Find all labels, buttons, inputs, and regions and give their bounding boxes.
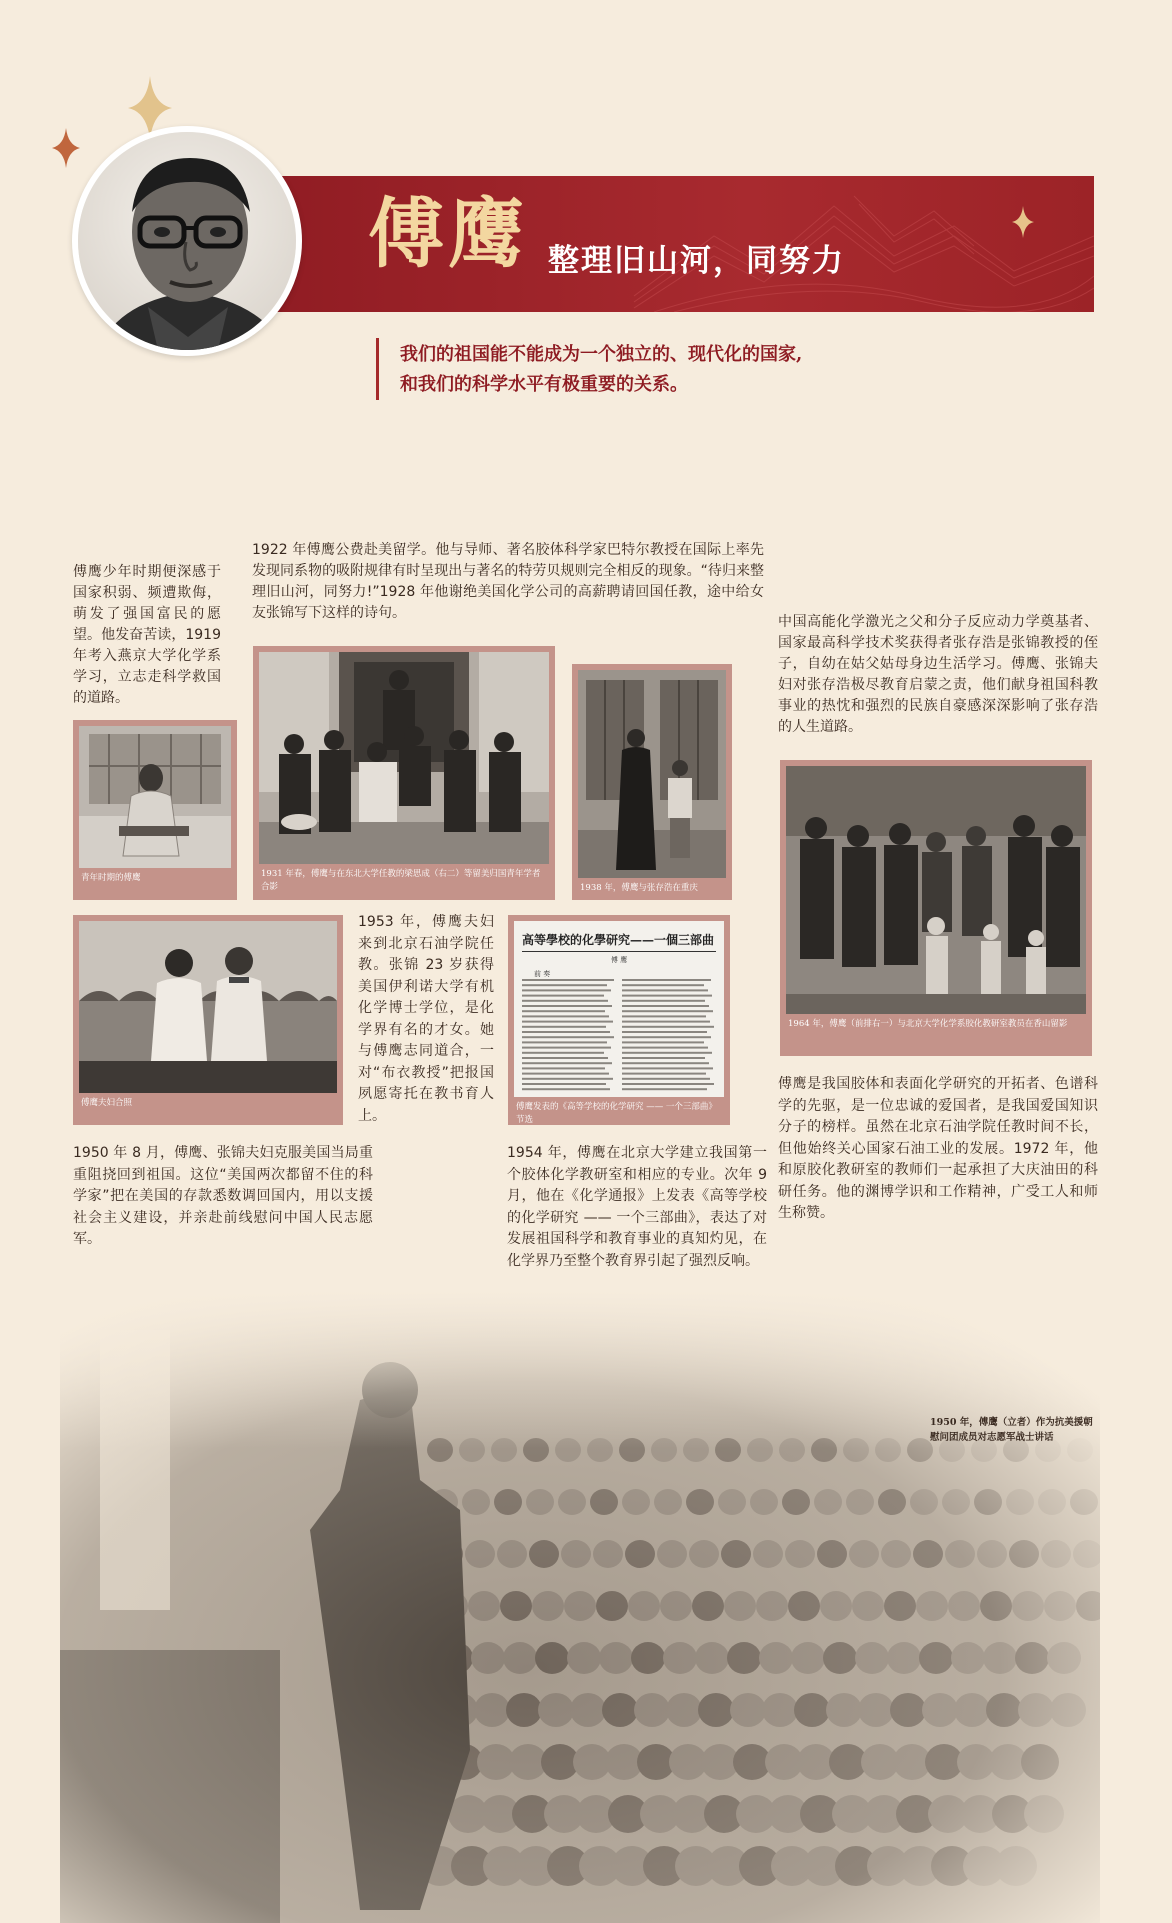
youth-photo: [79, 726, 231, 868]
photo-1964: [786, 766, 1086, 1014]
youth-photo-frame: [73, 720, 237, 900]
article-section: 前 奏: [534, 970, 551, 978]
photo-1964-frame: [780, 760, 1092, 1056]
photo-1964-caption: 1964 年，傅鹰（前排右一）与北京大学化学系胶化教研室教员在香山留影: [788, 1019, 1068, 1029]
return-1950-paragraph: 1950 年 8 月，傅鹰、张锦夫妇克服美国当局重重阻挠回到祖国。这位“美国两次都留不住的科学家”把在美国的存款悉数调回国内，用以支援社会主义建设，并亲赴前线慰问中国人民志愿军。: [73, 1145, 373, 1247]
banner-subtitle: 整理旧山河，同努力: [548, 243, 845, 279]
photo-1938-caption: 1938 年，傅鹰与张存浩在重庆: [580, 883, 698, 893]
zhang-cunhao-paragraph: 中国高能化学激光之父和分子反应动力学奠基者、国家最高科学技术奖获得者张存浩是张锦教授的侄子，自幼在姑父姑母身边生活学习。傅鹰、张锦夫妇对张存浩极尽教育启蒙之责，他们献身祖国科教事业的热忱和强烈的民族自豪感深深影响了张存浩的人生道路。: [778, 614, 1098, 735]
youth-paragraph: 傅鹰少年时期便深感于国家积弱、频遭欺侮，萌发了强国富民的愿望。他发奋苦读，1919 年考入燕京大学化学系学习，立志走科学救国的道路。: [73, 564, 221, 706]
group-1931-caption: 1931 年春，傅鹰与在东北大学任教的梁思成（右二）等留美归国青年学者合影: [261, 869, 541, 892]
couple-photo-caption: 傅鹰夫妇合照: [81, 1098, 133, 1108]
portrait-image: [78, 132, 296, 350]
couple-photo: [79, 921, 337, 1093]
portrait-fu-ying: [72, 126, 302, 356]
pioneer-paragraph: 傅鹰是我国胶体和表面化学研究的开拓者、色谱科学的先驱，是一位忠诚的爱国者，是我国爱国知识分子的榜样。虽然在北京石油学院任教时间不长，但他始终关心国家石油工业的发展。1972 年，他和原胶化教研室的教师们一起承担了大庆油田的科研任务。他的渊博学识和工作精神，广受工人和师生称赞。: [778, 1076, 1098, 1221]
photo-1938-frame: [572, 664, 732, 900]
group-1931-photo: [259, 652, 549, 864]
couple-photo-frame: [73, 915, 343, 1125]
quote-block: [400, 340, 960, 400]
return-1953-paragraph: 1953 年，傅鹰夫妇来到北京石油学院任教。张锦 23 岁获得美国伊利诺大学有机化学博士学位，是化学界有名的才女。她与傅鹰志同道合，一对“布衣教授”把报国夙愿寄托在教书育人上。: [358, 914, 494, 1124]
person-name: 傅鹰: [368, 189, 528, 278]
article-author: 傅 鹰: [610, 956, 628, 964]
peking-1954-paragraph: 1954 年，傅鹰在北京大学建立我国第一个胶体化学教研室和相应的专业。次年 9 月，他在《化学通报》上发表《高等学校的化学研究 —— 一个三部曲》，表达了对发展祖国科学和教育事业的真知灼见，在化学界乃至整个教育界引起了强烈反响。: [507, 1145, 767, 1269]
group-1931-frame: [253, 646, 555, 900]
photo-1938: [578, 670, 726, 878]
quote-line-1: 我们的祖国能不能成为一个独立的、现代化的国家,: [400, 344, 803, 365]
bottom-photo-caption: 1950 年，傅鹰（立者）作为抗美援朝慰问团成员对志愿军战士讲话: [930, 1417, 1093, 1443]
article-clipping: [514, 921, 724, 1097]
quote-line-2: 和我们的科学水平有极重要的关系。: [400, 374, 688, 395]
youth-photo-caption: 青年时期的傅鹰: [81, 873, 141, 883]
bottom-photo-1950: [60, 1290, 1100, 1923]
article-caption: 傅鹰发表的《高等学校的化学研究 —— 一个三部曲》节选: [516, 1102, 717, 1125]
bottom-photo-image: [60, 1290, 1100, 1923]
study-abroad-paragraph: 1922 年傅鹰公费赴美留学。他与导师、著名胶体科学家巴特尔教授在国际上率先发现同系物的吸附规律有时呈现出与著名的特劳贝规则完全相反的现象。“待归来整理旧山河，同努力!”1928 年他谢绝美国化学公司的高薪聘请回国任教，途中给女友张锦写下这样的诗句。: [252, 542, 764, 621]
article-frame: [508, 915, 730, 1125]
quote-divider: [376, 338, 379, 400]
article-body-lines: [522, 979, 718, 1095]
gold-sparkle-small-icon: [1012, 206, 1034, 238]
red-sparkle-icon: [52, 128, 80, 168]
article-title: 高等學校的化學研究——一個三部曲: [522, 931, 716, 952]
